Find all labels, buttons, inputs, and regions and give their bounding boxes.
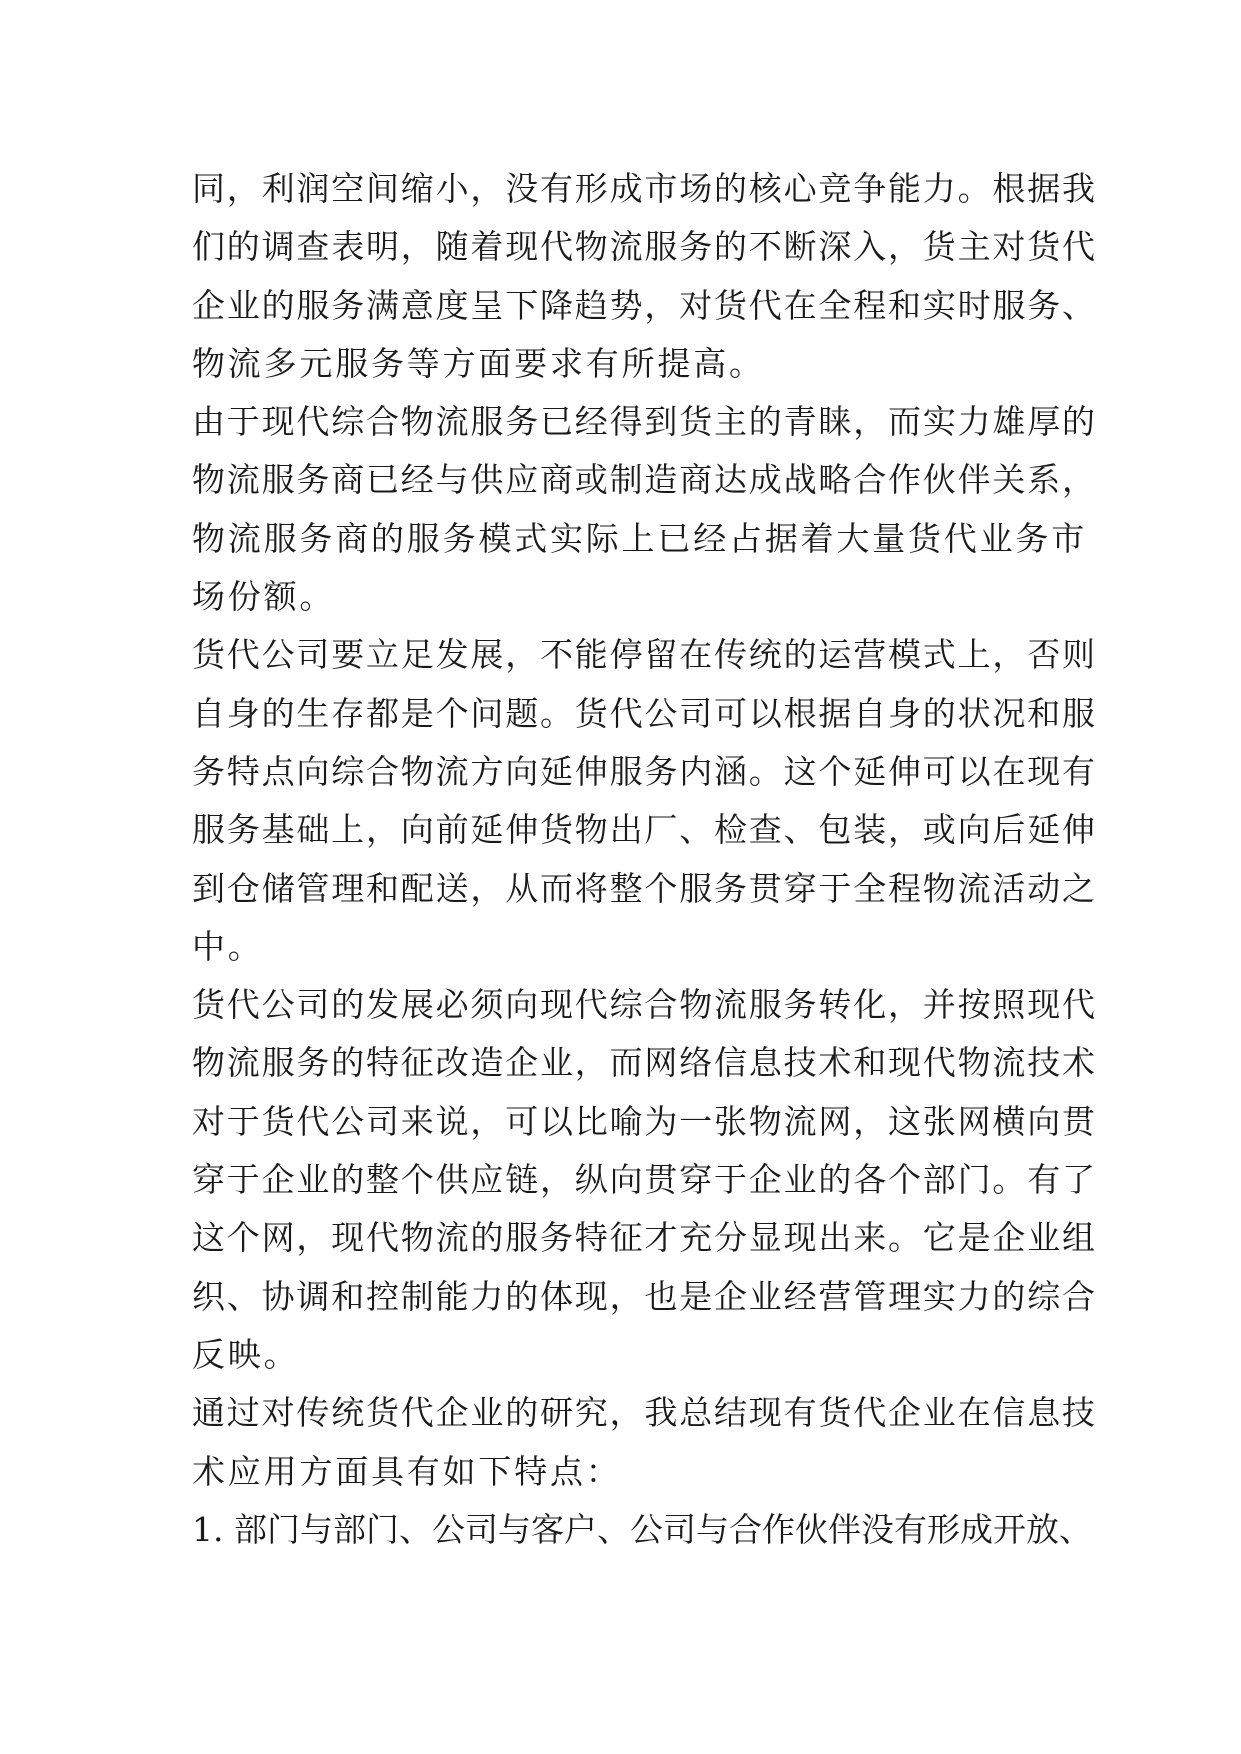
text-line: 企业的服务满意度呈下降趋势，对货代在全程和实时服务、 (192, 285, 1097, 325)
body-text (192, 160, 1097, 1559)
text-line: 同，利润空间缩小，没有形成市场的核心竞争能力。根据我 (192, 169, 1097, 208)
text-line: 务特点向综合物流方向延伸服务内涵。这个延伸可以在现有 (192, 751, 1097, 791)
text-line: 物流服务商的服务模式实际上已经占据着大量货代业务市 (192, 518, 1087, 558)
text-line: 物流服务的特征改造企业，而网络信息技术和现代物流技术 (192, 1043, 1097, 1083)
text-line: 1. 部门与部门、公司与客户、公司与合作伙伴没有形成开放、 (192, 1509, 1092, 1549)
text-line: 服务基础上，向前延伸货物出厂、检查、包装，或向后延伸 (192, 810, 1097, 850)
text-line: 这个网，现代物流的服务特征才充分显现出来。它是企业组 (192, 1218, 1097, 1258)
text-line: 中。 (192, 926, 264, 966)
text-line: 织、协调和控制能力的体现，也是企业经营管理实力的综合 (192, 1276, 1097, 1316)
text-line: 们的调查表明，随着现代物流服务的不断深入，货主对货代 (192, 227, 1097, 267)
text-line: 场份额。 (192, 577, 336, 617)
text-line: 对于货代公司来说，可以比喻为一张物流网，这张网横向贯 (192, 1101, 1097, 1141)
text-line: 自身的生存都是个问题。货代公司可以根据自身的状况和服 (192, 693, 1097, 733)
text-line: 货代公司要立足发展，不能停留在传统的运营模式上，否则 (192, 635, 1097, 675)
text-line: 由于现代综合物流服务已经得到货主的青睐，而实力雄厚的 (192, 402, 1097, 442)
text-line: 反映。 (192, 1334, 300, 1374)
text-line: 货代公司的发展必须向现代综合物流服务转化，并按照现代 (192, 985, 1097, 1025)
text-line: 物流服务商已经与供应商或制造商达成战略合作伙伴关系， (192, 460, 1097, 500)
text-line: 通过对传统货代企业的研究，我总结现有货代企业在信息技 (192, 1393, 1097, 1433)
text-line: 术应用方面具有如下特点： (192, 1451, 622, 1491)
text-line: 到仓储管理和配送，从而将整个服务贯穿于全程物流活动之 (192, 868, 1097, 908)
text-line: 穿于企业的整个供应链，纵向贯穿于企业的各个部门。有了 (192, 1160, 1097, 1200)
text-line: 物流多元服务等方面要求有所提高。 (192, 343, 765, 383)
